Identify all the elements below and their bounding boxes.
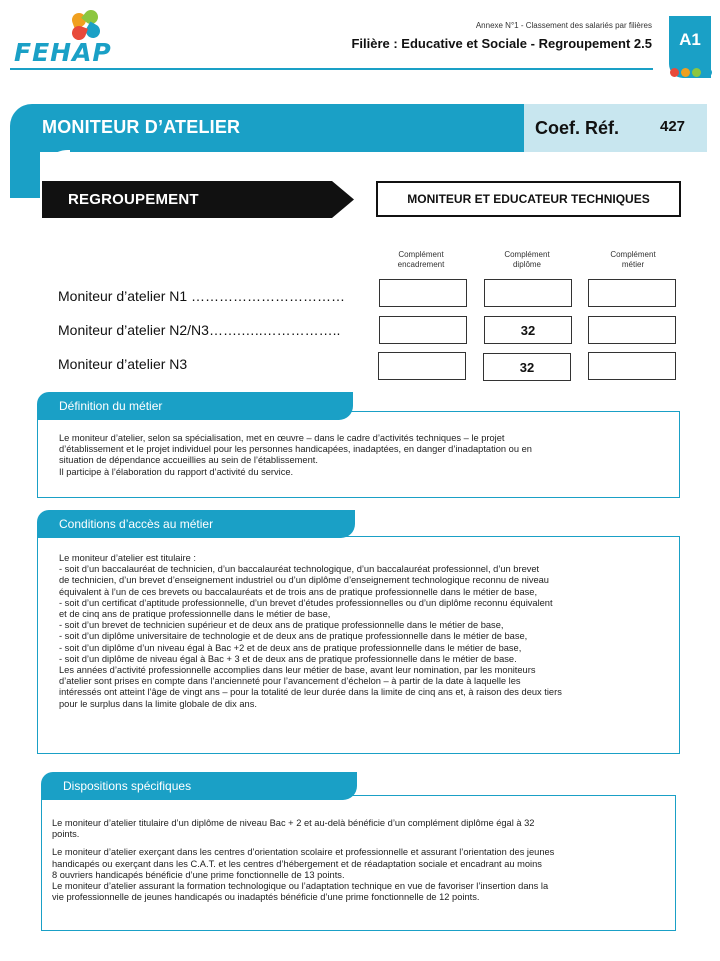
cell-n2n3-metier — [588, 316, 676, 344]
annexe-caption: Annexe N°1 - Classement des salariés par filières — [475, 21, 652, 30]
regroupement-value: MONITEUR ET EDUCATEUR TECHNIQUES — [376, 181, 681, 217]
column-header-encadrement: Complément encadrement — [397, 250, 445, 269]
column-header-diplome: Complément diplôme — [504, 250, 550, 269]
tab-dot-blue — [703, 68, 712, 77]
conditions-text: Le moniteur d’atelier est titulaire : - soit d’un baccalauréat de technicien, d’un baccalauréat technologique, d’un baccalauréat professionnel, d’un brevet de technicien, d’un brevet d’enseignement industriel ou d’un diplôme d’enseignement technologique reconnu de niveau équivalent à l’un de ces brevets ou baccalauréats et de trois ans de pratique professionnelle dans le métier de base, - soit d’un certificat d’aptitude professionnelle, d’un brevet d’études professionnelles ou d’un diplôme reconnu équivalent et de cinq ans de pratique professionnelle dans le métier de base, - soit d’un brevet de technicien supérieur et de deux ans de pratique professionnelle dans le métier de base, - soit d’un diplôme universitaire de technologie et de deux ans de pratique professionnelle dans le métier de base, - soit d’un diplôme d’un niveau égal à Bac +2 et de deux ans de pratique professionnelle dans le métier de base, - soit d’un diplôme de niveau égal à Bac + 3 et de deux ans de pratique professionnelle dans le métier de base. Les années d’activité professionnelle accomplies dans leur métier de base, avant leur nomination, par les moniteurs d’atelier sont prises en compte dans l’ancienneté pour l’avancement d’échelon – à partir de la date à laquelle les intéressés ont atteint l’âge de vingt ans – pour la totalité de leur durée dans la limite de cinq ans et, à raison des deux tiers pour le surplus dans la limite globale de dix ans. — [59, 553, 562, 709]
annex-tab-label: A1 — [679, 30, 701, 49]
cell-n1-diplome — [484, 279, 572, 307]
regroupement-label: REGROUPEMENT — [68, 191, 199, 208]
column-header-metier: Complément métier — [610, 250, 656, 269]
tab-dot-red — [670, 68, 679, 77]
cell-n1-encadrement — [379, 279, 467, 307]
cell-n2n3-diplome: 32 — [484, 316, 572, 344]
tab-dot-orange — [681, 68, 690, 77]
conditions-heading: Conditions d’accès au métier — [37, 510, 355, 538]
job-title: MONITEUR D’ATELIER — [42, 117, 241, 137]
cell-n2n3-encadrement — [379, 316, 467, 344]
definition-text: Le moniteur d’atelier, selon sa spécialisation, met en œuvre – dans le cadre d’activités techniques – le projet d’établissement et le projet individuel pour les personnes handicapées, inadaptées, en danger d’inadaptation ou en situation de dépendance accueillies au sein de l’établissement. Il participe à l’élaboration du rapport d’activité du service. — [59, 433, 532, 477]
logo-text: FEHAP — [14, 38, 112, 67]
definition-heading: Définition du métier — [37, 392, 353, 420]
coef-label: Coef. Réf. — [535, 118, 620, 138]
title-band-tail — [10, 150, 40, 198]
filiere-title: Filière : Educative et Sociale - Regroupement 2.5 — [351, 36, 652, 51]
tab-dot-green — [692, 68, 701, 77]
cell-n1-metier — [588, 279, 676, 307]
row-label-n2n3: Moniteur d’atelier N2/N3…….…..…………….. — [58, 322, 341, 338]
cell-n3-diplome: 32 — [483, 353, 571, 381]
cell-n3-encadrement — [378, 352, 466, 380]
header-divider — [10, 68, 653, 70]
row-label-n3: Moniteur d’atelier N3 — [58, 356, 188, 372]
dispositions-heading: Dispositions spécifiques — [41, 772, 357, 800]
coef-value: 427 — [660, 118, 686, 135]
row-label-n1: Moniteur d’atelier N1 …………………………… — [58, 288, 346, 304]
cell-n3-metier — [588, 352, 676, 380]
dispositions-text: Le moniteur d’atelier titulaire d’un diplôme de niveau Bac + 2 et au-delà bénéficie d’un complément diplôme égal à 32 points. Le moniteur d’atelier exerçant dans les centres d’orientation scolaire et professionnelle et assurant l’orientation des jeunes handicapés ou exerçant dans les C.A.T. et les centres d’hébergement et de réadaptation sociale et encadrant au moins 8 ouvriers handicapés bénéficie d’une prime fonctionnelle de 13 points. Le moniteur d’atelier assurant la formation technologique ou l’adaptation technique en vue de favoriser l’insertion dans la vie professionnelle de jeunes handicapés ou inadaptés bénéficie d’une prime fonctionnelle de 12 points. — [52, 818, 555, 903]
fehap-logo — [14, 10, 114, 70]
